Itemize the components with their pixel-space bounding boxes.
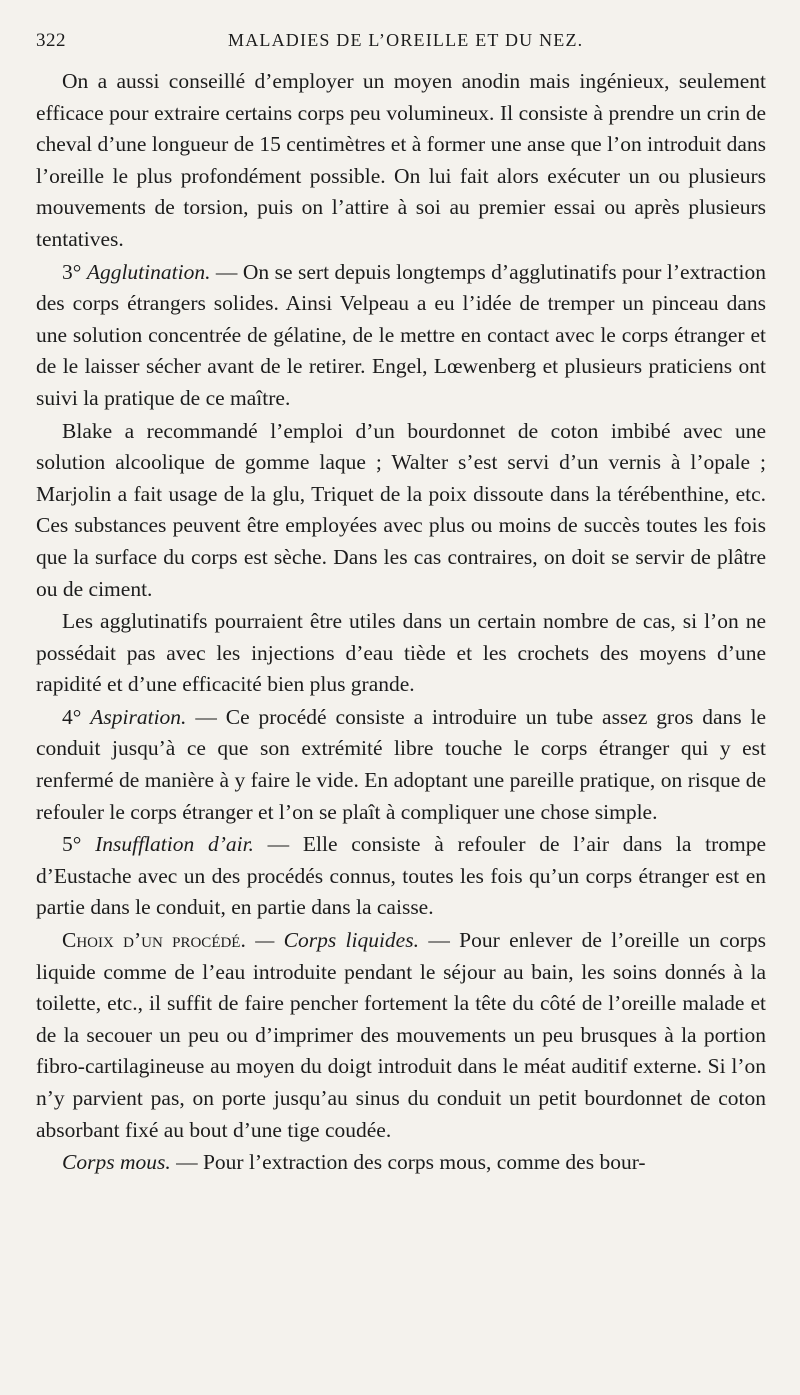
paragraph-text: Les agglutinatifs pourraient être utiles dans un certain nombre de cas, si l’on ne possédait pas avec les injections d’eau tiède et les crochets des moyens d’une rapidité et d’une efficacité bien plus grande.: [36, 609, 766, 697]
section-heading: — Corps liquides.: [255, 928, 419, 953]
paragraph-soft-bodies: [36, 1147, 766, 1179]
section-heading: Corps mous.: [62, 1150, 171, 1175]
paragraph-agglutination: [36, 257, 766, 415]
section-heading: Agglutination.: [86, 259, 211, 284]
paragraph-text: — Ce procédé consiste a introduire un tube assez gros dans le conduit jusqu’à ce que son extrémité libre touche le corps étranger qui y est renfermé de manière à y faire le vide. En adoptant une pareille pratique, on risque de refouler le corps étranger et l’on se plaît à compliquer une chose simple.: [36, 704, 767, 824]
section-number: 5°: [62, 832, 82, 857]
section-smallcaps-heading: Choix d’un procédé.: [62, 928, 246, 953]
page-header: [36, 30, 766, 60]
section-number: 4°: [62, 704, 82, 729]
running-title: MALADIES DE L’OREILLE ET DU NEZ.: [228, 30, 584, 50]
paragraph-agglutinatives-list: [36, 416, 766, 606]
paragraph-aspiration: [36, 702, 766, 828]
paragraph-text: — Pour l’extraction des corps mous, comme des bour-: [176, 1150, 646, 1175]
paragraph-text: On a aussi conseillé d’employer un moyen anodin mais ingénieux, seulement efficace pour extraire certains corps peu volumineux. Il consiste à prendre un crin de cheval d’une longueur de 15 centimètres et à former une anse que l’on introduit dans l’oreille le plus profondément possible. On lui fait alors exécuter un ou plusieurs mouvements de torsion, puis on l’attire à soi au premier essai ou après plusieurs tentatives.: [36, 69, 766, 251]
section-heading: Insufflation d’air.: [95, 832, 254, 857]
paragraph-text: — Elle consiste à refouler de l’air dans la trompe d’Eustache avec un des procédés connus, toutes les fois qu’un corps étranger est en partie dans le conduit, en partie dans la caisse.: [36, 832, 766, 920]
paragraph-insufflation: [36, 829, 766, 924]
body-text: [36, 66, 766, 1179]
paragraph-text: — Pour enlever de l’oreille un corps liquide comme de l’eau introduite pendant le séjour au bain, les soins donnés à la toilette, etc., il suffit de faire pencher fortement la tête du côté de l’oreille malade et de la secouer un peu ou d’imprimer des mouvements un peu brusques à la portion fibro-cartilagineuse au moyen du doigt introduit dans le méat auditif externe. Si l’on n’y parvient pas, on porte jusqu’au sinus du conduit un petit bourdonnet de coton absorbant fixé au bout d’une tige coudée.: [36, 928, 767, 1142]
paragraph-text: Blake a recommandé l’emploi d’un bourdonnet de coton imbibé avec une solution alcoolique de gomme laque ; Walter s’est servi d’un vernis à l’opale ; Marjolin a fait usage de la glu, Triquet de la poix dissoute dans la térébenthine, etc. Ces substances peuvent être employées avec plus ou moins de succès toutes les fois que la surface du corps est sèche. Dans les cas contraires, on doit se servir de plâtre ou de ciment.: [36, 418, 766, 601]
paragraph-text: — On se sert depuis longtemps d’agglutinatifs pour l’extraction des corps étrangers solides. Ainsi Velpeau a eu l’idée de tremper un pinceau dans une solution concentrée de gélatine, de le mettre en contact avec le corps étranger et de le laisser sécher avant de le retirer. Engel, Lœwenberg et plusieurs praticiens ont suivi la pratique de ce maître.: [36, 259, 766, 410]
paragraph-horsehair-loop: [36, 66, 766, 256]
section-number: 3°: [62, 259, 82, 284]
paragraph-choice-of-procedure: [36, 925, 766, 1146]
page-number: 322: [36, 30, 66, 51]
paragraph-agglutinatives-usefulness: [36, 606, 766, 701]
section-heading: Aspiration.: [90, 704, 187, 729]
